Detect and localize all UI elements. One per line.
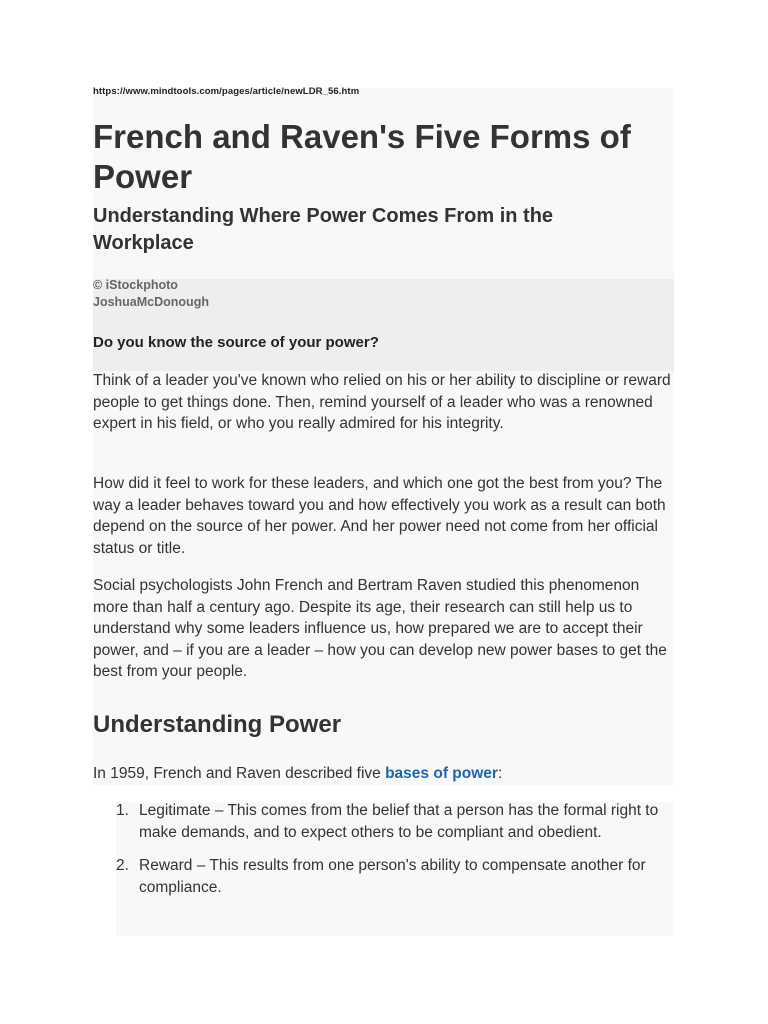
article-subtitle: Understanding Where Power Comes From in the Workplace bbox=[93, 205, 554, 254]
image-credit-line-2: JoshuaMcDonough bbox=[93, 295, 209, 309]
intro-prefix: In 1959, French and Raven described five bbox=[93, 765, 386, 782]
list-item-text: Legitimate – This comes from the belief that a person has the formal right to make demands, and to expect others to be compliant and obedient. bbox=[139, 802, 659, 841]
bases-of-power-link[interactable]: bases of power bbox=[385, 765, 498, 782]
lead-question: Do you know the source of your power? bbox=[93, 334, 379, 351]
list-item bbox=[93, 855, 673, 899]
article-title: French and Raven's Five Forms of Power bbox=[93, 118, 631, 195]
paragraph-3: Social psychologists John French and Bertram Raven studied this phenomenon more than half a century ago. Despite its age, their research can still help us to understand why some leaders influence us, how prepared we are to accept their power, and – if you are a leader – how you can develop new power bases to get the best from your people. bbox=[93, 577, 667, 681]
source-url: https://www.mindtools.com/pages/article/newLDR_56.htm bbox=[93, 86, 360, 97]
image-credit bbox=[93, 277, 209, 311]
section-heading: Understanding Power bbox=[93, 711, 342, 738]
list-item bbox=[93, 800, 673, 844]
paragraph-2: How did it feel to work for these leaders, and which one got the best from you? The way a leader behaves toward you and how effectively you work as a result can both depend on the source of her power. And her power need not come from her official status or title. bbox=[93, 475, 666, 557]
intro-paragraph bbox=[93, 763, 502, 785]
power-bases-list bbox=[93, 800, 673, 910]
list-item-text: Reward – This results from one person's ability to compensate another for compliance. bbox=[139, 857, 646, 896]
image-credit-line-1: © iStockphoto bbox=[93, 278, 178, 292]
list-item-number: 2. bbox=[116, 857, 129, 874]
paragraph-1: Think of a leader you've known who relied on his or her ability to discipline or reward people to get things done. Then, remind yourself of a leader who was a renowned expert in his field, or who you really admired for his integrity. bbox=[93, 372, 671, 433]
list-item-number: 1. bbox=[116, 802, 129, 819]
intro-suffix: : bbox=[497, 765, 503, 782]
